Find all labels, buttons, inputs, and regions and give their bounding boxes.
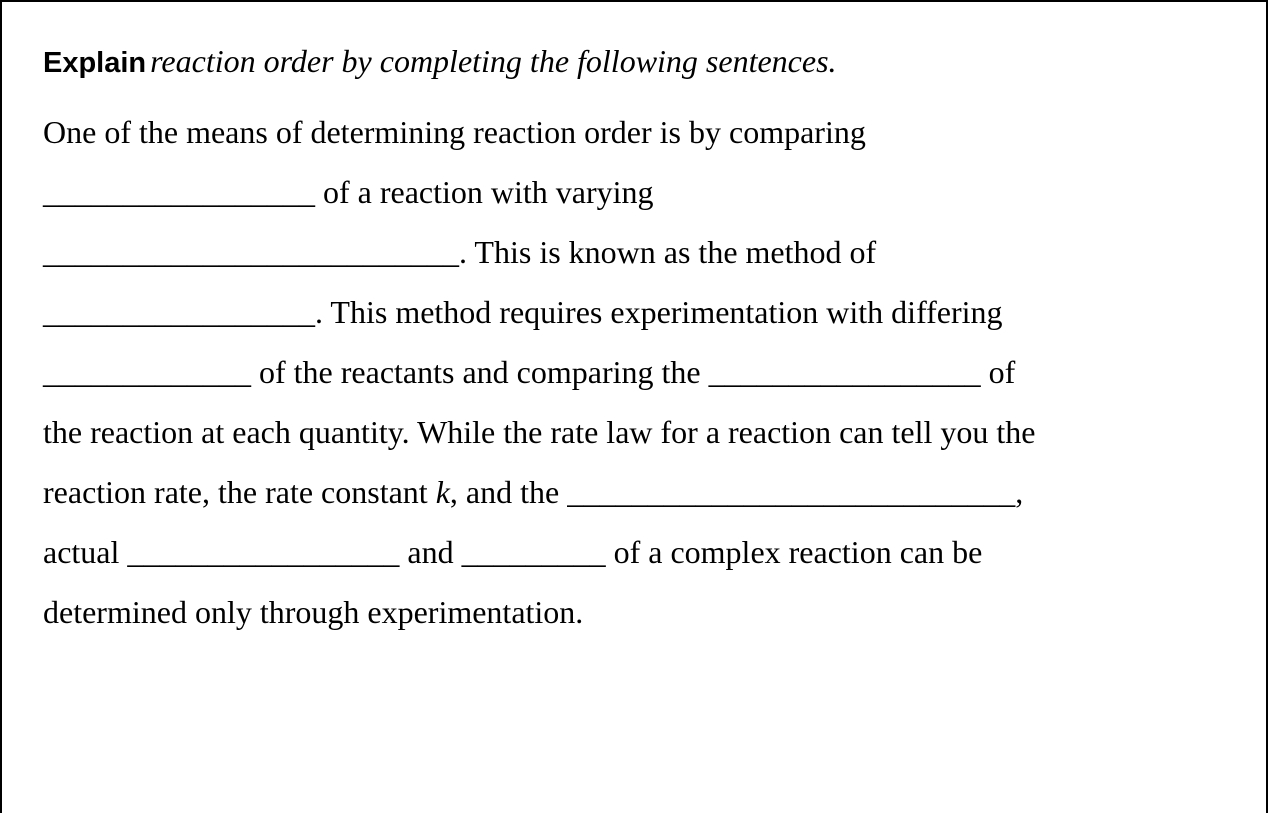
passage-text: _____________ of the reactants and comparing the _________________ of: [43, 354, 1016, 390]
instruction-heading: [43, 36, 1243, 86]
passage-text: _________________ of a reaction with varying: [43, 174, 654, 210]
instruction-verb: Explain: [43, 47, 147, 79]
fill-in-passage: [43, 102, 1243, 642]
passage-text: __________________________. This is known as the method of: [43, 234, 877, 270]
passage-line: [43, 162, 1243, 222]
passage-line: [43, 282, 1243, 342]
passage-line: [43, 342, 1243, 402]
passage-line: [43, 522, 1243, 582]
rate-constant-symbol: k: [435, 474, 450, 510]
passage-text: One of the means of determining reaction order is by comparing: [43, 114, 866, 150]
worksheet-content: [43, 36, 1243, 642]
passage-text: _________________. This method requires experimentation with differing: [43, 294, 1003, 330]
passage-line: [43, 582, 1243, 642]
passage-text: , and the ____________________________,: [449, 474, 1024, 510]
passage-text: reaction rate, the rate constant: [43, 474, 436, 510]
passage-line: [43, 102, 1243, 162]
passage-line: [43, 462, 1243, 522]
passage-text: actual _________________ and _________ of a complex reaction can be: [43, 534, 983, 570]
passage-line: [43, 222, 1243, 282]
passage-text: determined only through experimentation.: [43, 594, 584, 630]
passage-text: the reaction at each quantity. While the rate law for a reaction can tell you the: [43, 414, 1036, 450]
instruction-text: reaction order by completing the following sentences.: [150, 43, 837, 79]
passage-line: [43, 402, 1243, 462]
